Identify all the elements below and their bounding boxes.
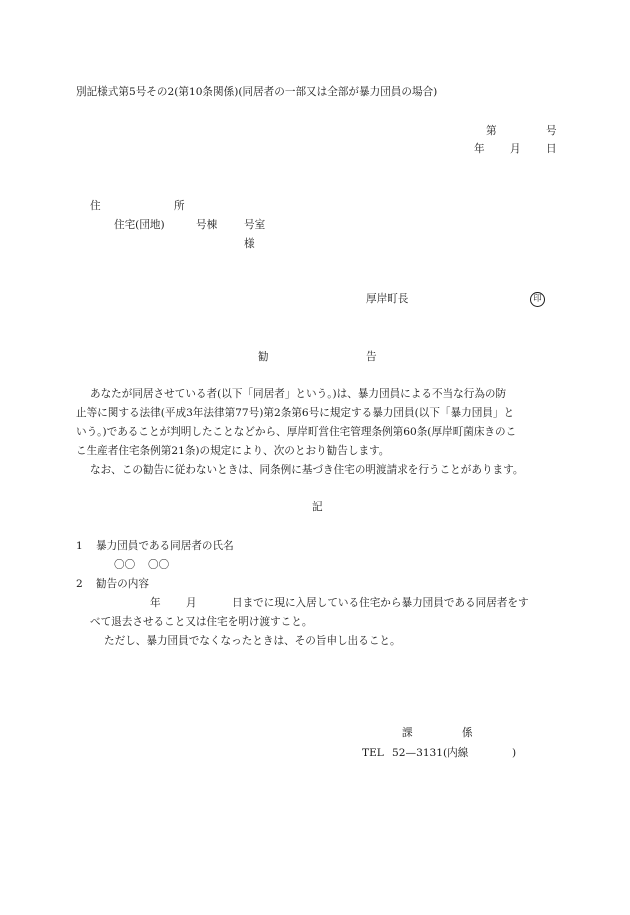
item1-value-a: 〇〇 — [114, 559, 136, 571]
item1-number: 1 — [76, 540, 83, 552]
sender-title: 厚岸町長 — [366, 293, 409, 305]
footer-tel-label: TEL — [362, 747, 384, 759]
para1-line1: あなたが同居させている者(以下「同居者」という。)は、暴力団員による不当な行為の防 — [90, 388, 507, 400]
honorific: 様 — [244, 238, 255, 250]
form-title: 別記様式第5号その2(第10条関係)(同居者の一部又は全部が暴力団員の場合) — [76, 86, 438, 98]
item2-text2: べて退去させること又は住宅を明け渡すこと。 — [90, 616, 313, 628]
footer-ka: 課 — [402, 727, 413, 739]
seal-mark: 印 — [530, 292, 545, 307]
ki-heading: 記 — [312, 501, 323, 513]
room-label: 号室 — [244, 219, 266, 231]
date-day: 日 — [546, 143, 557, 155]
item2-label: 勧告の内容 — [96, 578, 149, 590]
title-koku: 告 — [366, 351, 377, 363]
building-label: 号棟 — [196, 219, 218, 231]
footer-tel-close: ) — [512, 747, 517, 759]
para1-line3: いう。)であることが判明したことなどから、厚岸町営住宅管理条例第60条(厚岸町菌床きのこ — [76, 426, 517, 438]
item2-number: 2 — [76, 578, 83, 590]
number-dai: 第 — [486, 125, 497, 137]
item2-month: 月 — [186, 597, 197, 609]
item2-year: 年 — [150, 597, 161, 609]
date-month: 月 — [510, 143, 521, 155]
item2-text1: 日までに現に入居している住宅から暴力団員である同居者をす — [232, 597, 529, 609]
address-ju: 住 — [90, 200, 101, 212]
footer-kakari: 係 — [462, 727, 473, 739]
housing-label: 住宅(団地) — [114, 219, 165, 231]
para1-line4: こ生産者住宅条例第21条)の規定により、次のとおり勧告します。 — [76, 445, 390, 457]
para2: なお、この勧告に従わないときは、同条例に基づき住宅の明渡請求を行うことがあります。 — [90, 464, 524, 476]
title-kan: 勧 — [258, 351, 269, 363]
item1-label: 暴力団員である同居者の氏名 — [96, 540, 234, 552]
date-year: 年 — [474, 143, 485, 155]
address-sho: 所 — [174, 200, 185, 212]
item2-text3: ただし、暴力団員でなくなったときは、その旨申し出ること。 — [104, 635, 401, 647]
para1-line2: 止等に関する法律(平成3年法律第77号)第2条第6号に規定する暴力団員(以下「暴力団員」と — [76, 407, 515, 419]
footer-tel-number: 52—3131(内線 — [392, 747, 469, 759]
item1-value-b: 〇〇 — [148, 559, 170, 571]
number-go: 号 — [546, 125, 557, 137]
